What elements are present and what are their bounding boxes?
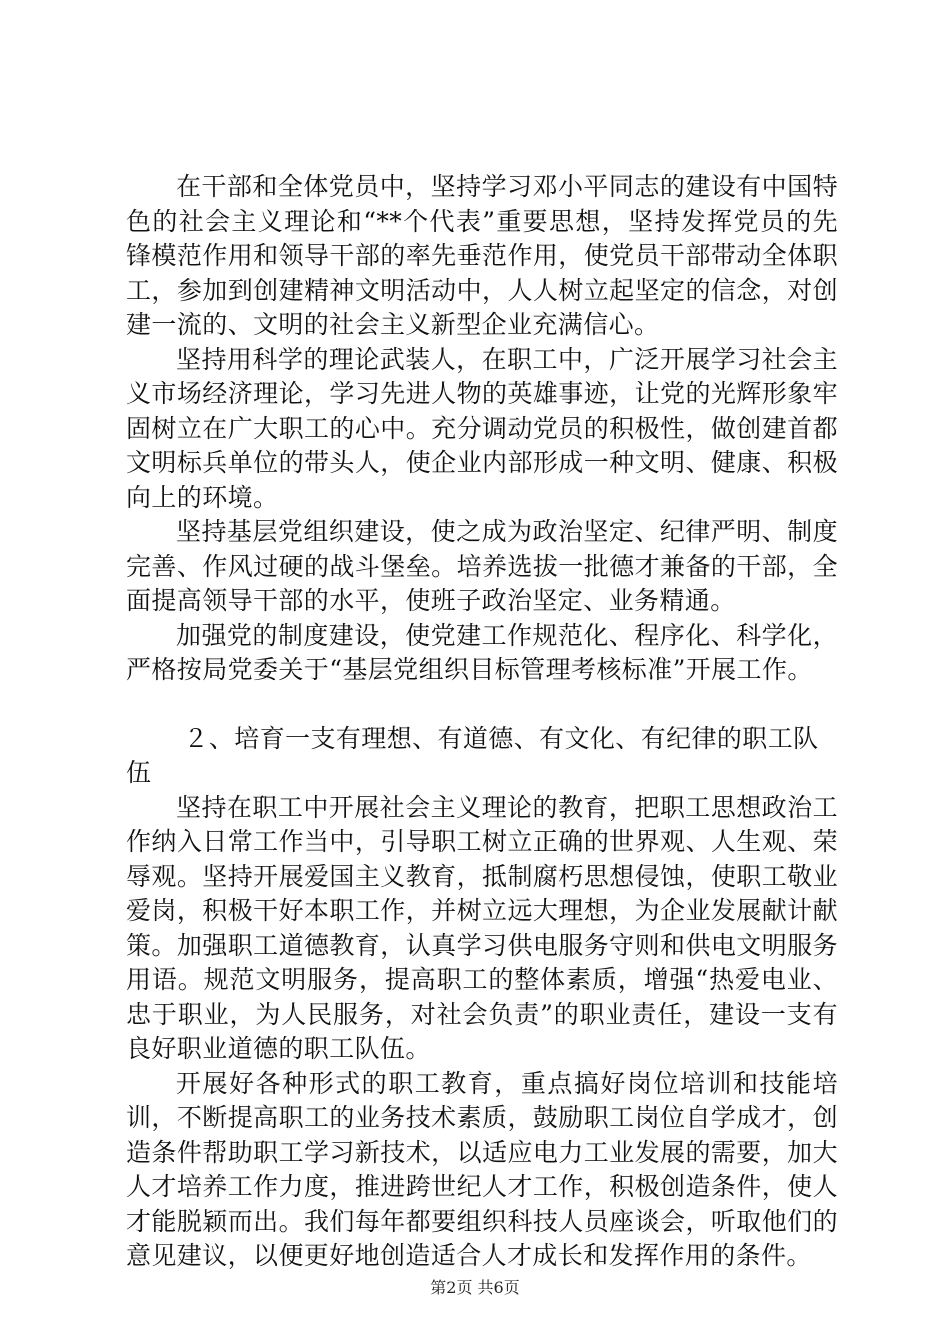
page-footer xyxy=(0,1278,950,1298)
paragraph-4: 加强党的制度建设，使党建工作规范化、程序化、科学化，严格按局党委关于“基层党组织目标管理考核标准”开展工作。 xyxy=(126,620,838,684)
page-indicator: 第2页 共6页 xyxy=(430,1278,520,1297)
paragraph-2: 坚持用科学的理论武装人，在职工中，广泛开展学习社会主义市场经济理论，学习先进人物的英雄事迹，让党的光辉形象牢固树立在广大职工的心中。充分调动党员的积极性，做创建首都文明标兵单位的带头人，使企业内部形成一种文明、健康、积极向上的环境。 xyxy=(126,344,838,512)
paragraph-3: 坚持基层党组织建设，使之成为政治坚定、纪律严明、制度完善、作风过硬的战斗堡垒。培养选拔一批德才兼备的干部，全面提高领导干部的水平，使班子政治坚定、业务精通。 xyxy=(126,517,838,615)
document-body xyxy=(126,170,838,1274)
section-heading: ２、培育一支有理想、有道德、有文化、有纪律的职工队伍 xyxy=(126,723,819,787)
section-paragraph-2: 开展好各种形式的职工教育，重点搞好岗位培训和技能培训，不断提高职工的业务技术素质，鼓励职工岗位自学成才，创造条件帮助职工学习新技术，以适应电力工业发展的需要，加大人才培养工作力度，推进跨世纪人才工作，积极创造条件，使人才能脱颖而出。我们每年都要组织科技人员座谈会，听取他们的意见建议，以便更好地创造适合人才成长和发挥作用的条件。 xyxy=(126,1068,838,1270)
section-paragraph-1: 坚持在职工中开展社会主义理论的教育，把职工思想政治工作纳入日常工作当中，引导职工树立正确的世界观、人生观、荣辱观。坚持开展爱国主义教育，抵制腐朽思想侵蚀，使职工敬业爱岗，积极干好本职工作，并树立远大理想，为企业发展献计献策。加强职工道德教育，认真学习供电服务守则和供电文明服务用语。规范文明服务，提高职工的整体素质，增强“热爱电业、忠于职业，为人民服务，对社会负责”的职业责任，建设一支有良好职业道德的职工队伍。 xyxy=(126,792,838,1063)
paragraph-1: 在干部和全体党员中，坚持学习邓小平同志的建设有中国特色的社会主义理论和“**个代表”重要思想，坚持发挥党员的先锋模范作用和领导干部的率先垂范作用，使党员干部带动全体职工，参加到创建精神文明活动中，人人树立起坚定的信念，对创建一流的、文明的社会主义新型企业充满信心。 xyxy=(126,172,838,339)
